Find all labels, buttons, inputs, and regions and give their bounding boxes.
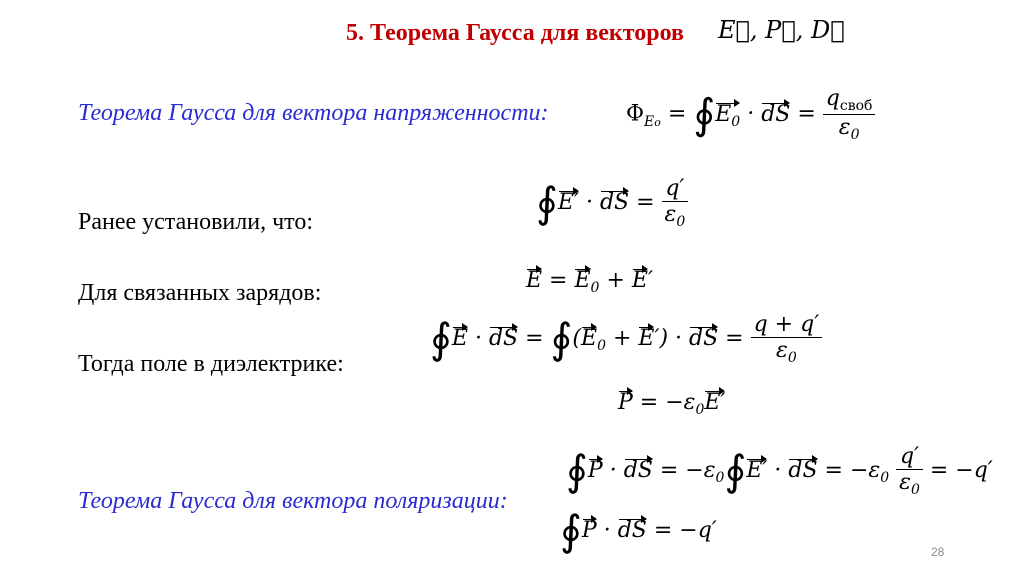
formula-field-sum: $E = E_0 + E'$ [526,268,653,296]
formula-gauss-p: ∮P · dS = −q′ [560,506,717,555]
fraction-qprime-eps0: $\frac{q'}{\varepsilon_0}$ [896,444,923,498]
phi-subsub: o [654,115,661,129]
formula-dielectric: ∮E · dS = $∮(E_0 + E')$ · dS = $\frac{q + q'}{\varepsilon_0}$ [430,312,822,366]
formula-gauss-p-derivation: ∮P · dS = $-\varepsilon_0∮E'$ · dS = $-\varepsilon_0$ $\frac{q'}{\varepsilon_0}$ = −q′ [566,444,993,499]
fraction-qfree-eps0: $\frac{q_{своб}}{\varepsilon_0}$ [823,86,876,143]
contour-integral-icon: ∮ [536,178,558,228]
gauss-e-label: Теорема Гаусса для вектора напряженности: [78,100,549,126]
contour-integral-icon: ∮ [566,446,588,496]
fraction-qprime-eps0: $\frac{q'}{\varepsilon_0}$ [662,176,689,230]
formula-polarization: $P = -\varepsilon_0E'$ [618,390,726,418]
contour-integral-icon: ∮ [693,89,716,139]
phi-symbol: Φ [626,101,645,127]
formula-earlier: ∮E′ · dS = $\frac{q'}{\varepsilon_0}$ [536,176,688,230]
formula-gauss-e: $\Phi_{Eo}$ = $∮E_0$ · dS = $\frac{q_{своб}}{\varepsilon_0}$ [626,86,875,143]
contour-integral-icon: ∮ [724,446,747,496]
title-vectors: E⃗, P⃗, D⃗ [718,16,845,44]
gauss-p-label: Теорема Гаусса для вектора поляризации: [78,488,508,514]
phi-sub: E [644,113,655,130]
slide-title: 5. Теорема Гаусса для векторов [346,20,684,46]
bound-charges-label: Для связанных зарядов: [78,280,322,306]
dielectric-label: Тогда поле в диэлектрике: [78,351,344,377]
earlier-label: Ранее установили, что: [78,209,313,235]
contour-integral-icon: ∮ [430,314,452,364]
fraction-qsum-eps0: $\frac{q + q'}{\varepsilon_0}$ [751,312,823,366]
contour-integral-icon: ∮ [550,314,573,364]
page-number: 28 [931,545,945,559]
contour-integral-icon: ∮ [560,506,582,555]
